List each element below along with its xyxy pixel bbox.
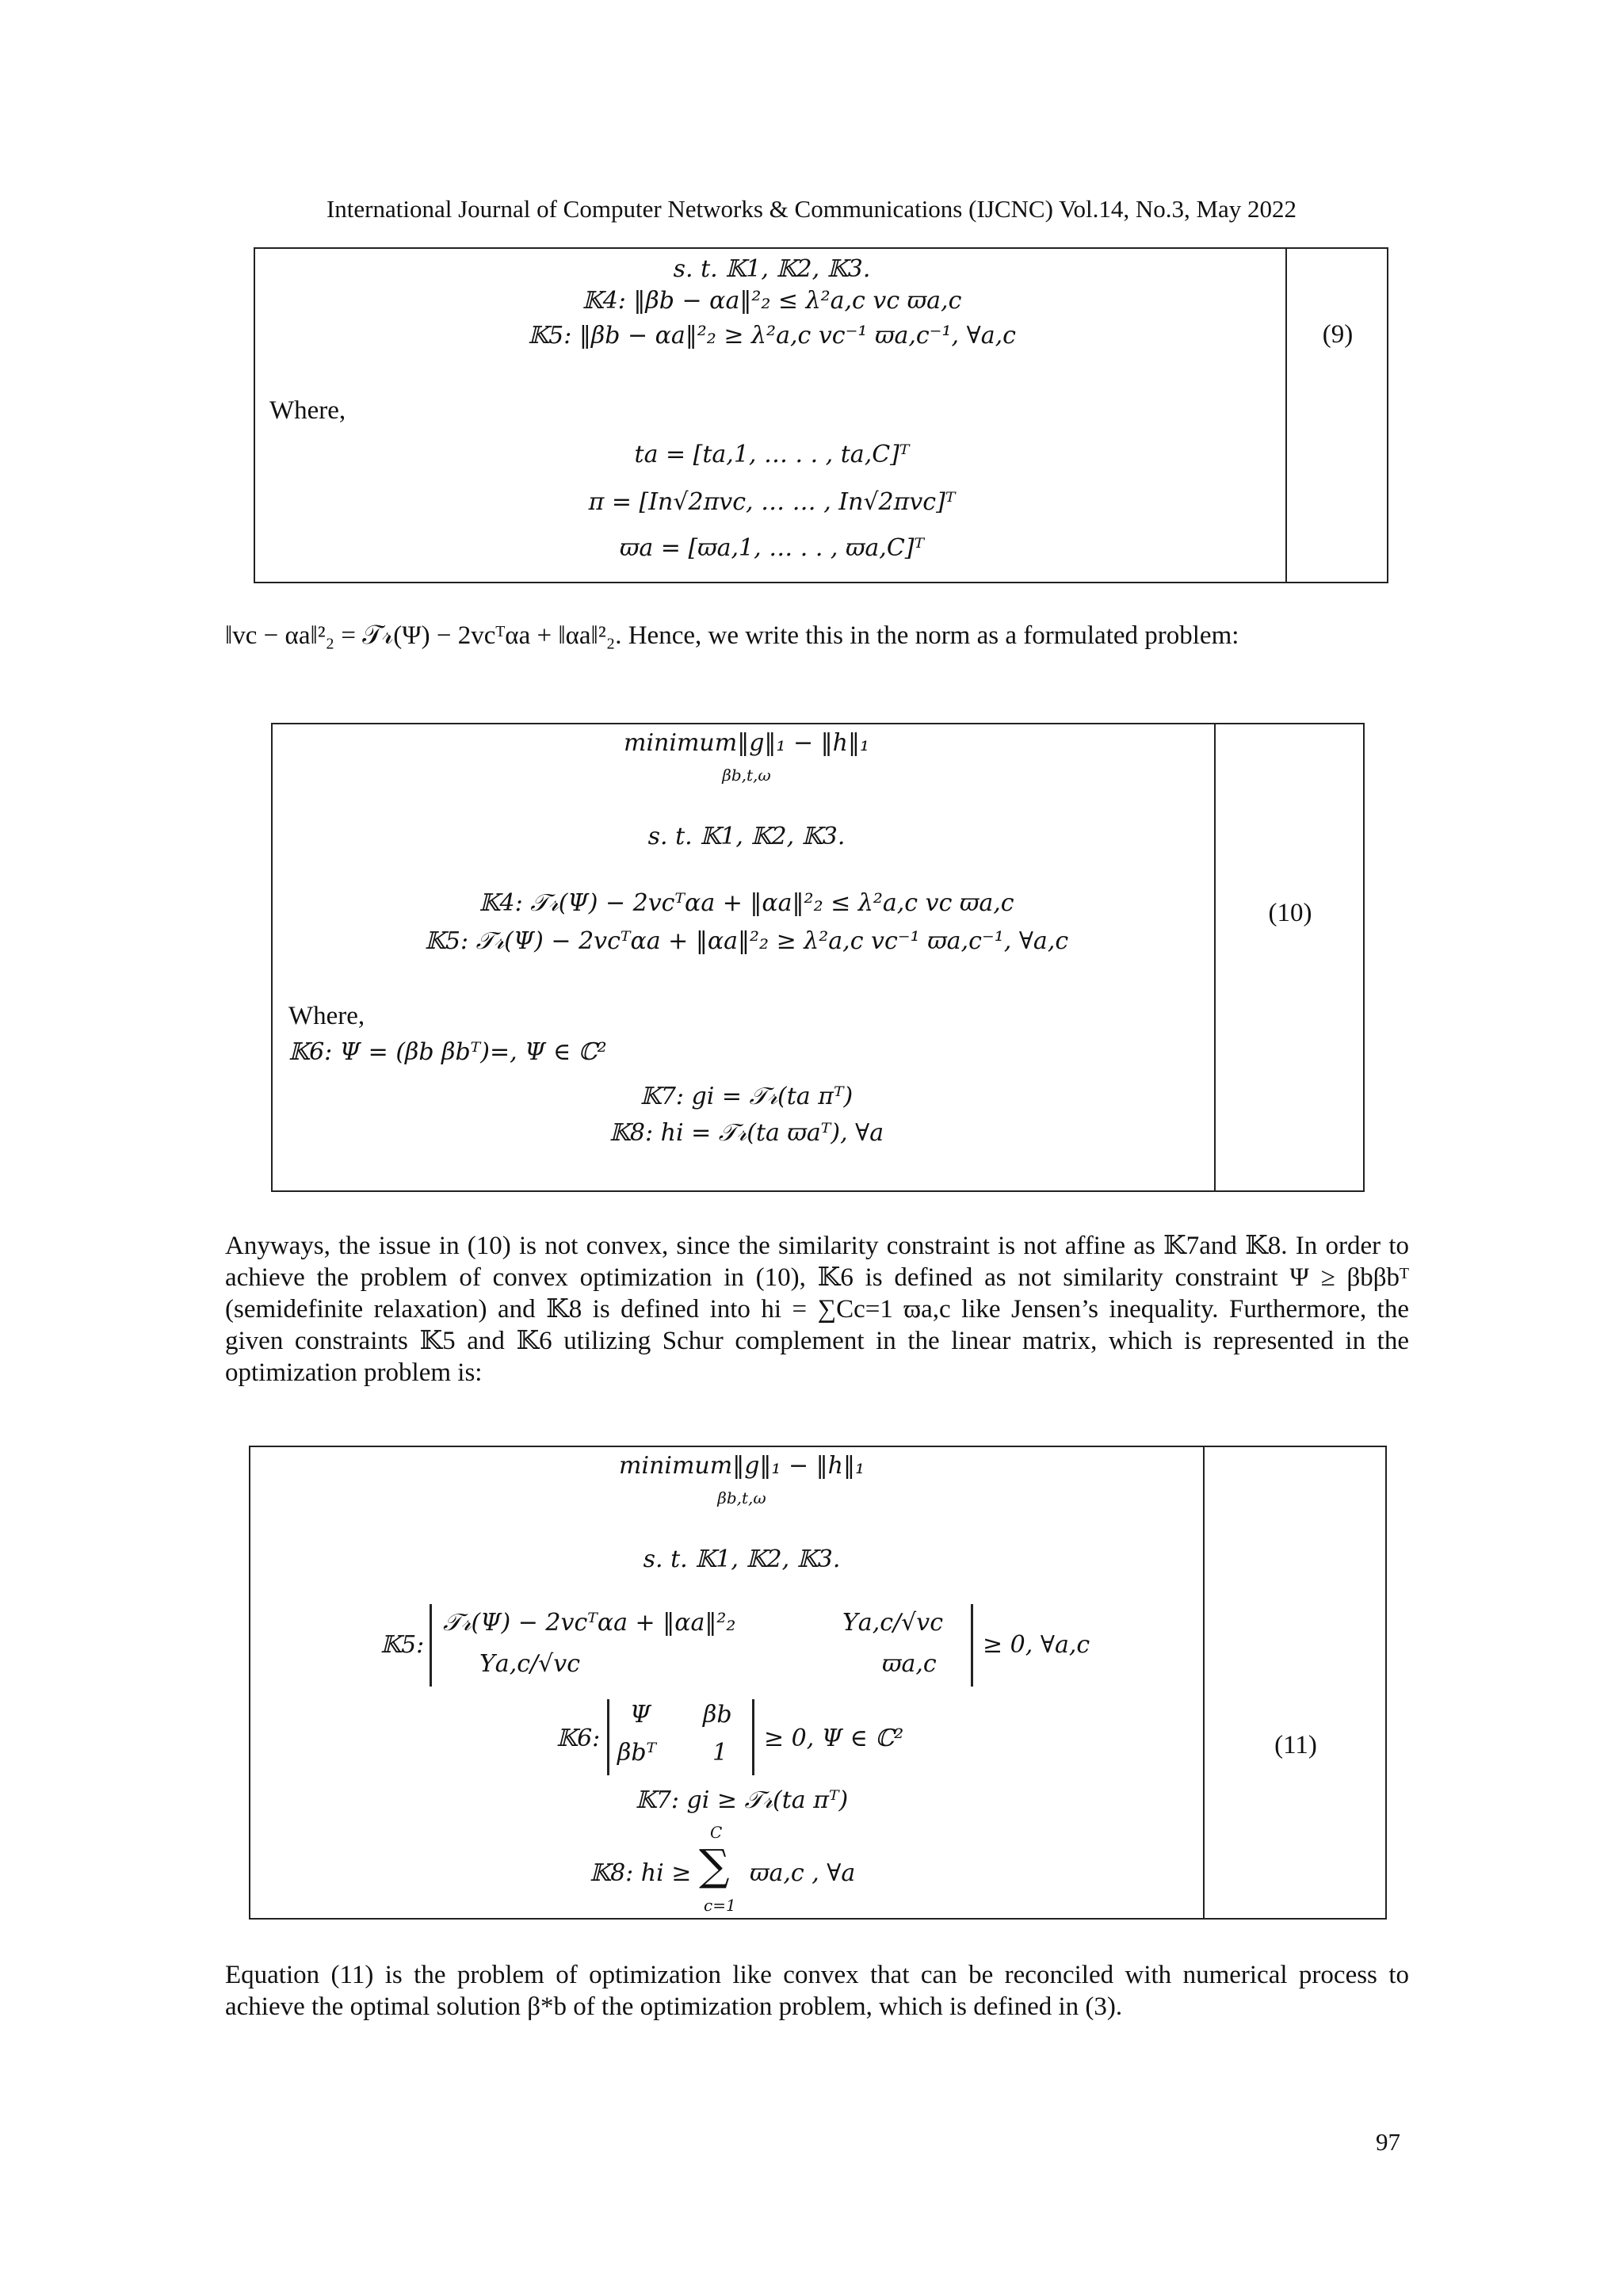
eq9-pi: π = [In√2πvc, … … , In√2πvc]ᵀ [588, 488, 956, 516]
paragraph-norm: ‖vc − αa‖²₂ = 𝒯𝓇(Ψ) − 2vcᵀαa + ‖αa‖²₂. Hence, we write this in the norm as a formulated problem: [225, 621, 1239, 650]
eq11-k8-sum-symbol: ∑ [699, 1840, 730, 1890]
paragraph-convexity: Anyways, the issue in (10) is not convex, since the similarity constraint is not affine as 𝕂7and 𝕂8. In order to achieve the problem of convex optimization in (10), 𝕂6 is defined as not similarity constraint Ψ ≥ βbβbᵀ (semidefinite relaxation) and 𝕂8 is defined into hi = ∑Cc=1 ϖa,c like Jensen’s inequality. Furthermore, the given constraints 𝕂5 and 𝕂6 utilizing Schur complement in the linear matrix, which is represented in the optimization problem is: [225, 1232, 1409, 1387]
eq9-k5: 𝕂5: ‖βb − αa‖²₂ ≥ λ²a,c vc⁻¹ ϖa,c⁻¹, ∀a,c [528, 322, 1016, 350]
eq9-k4: 𝕂4: ‖βb − αa‖²₂ ≤ λ²a,c vc ϖa,c [582, 287, 962, 315]
eq11-k7: 𝕂7: gi ≥ 𝒯𝓇(ta πᵀ) [635, 1786, 849, 1814]
eq11-k6-label: 𝕂6: [556, 1725, 601, 1752]
eq11-k5-r1c2: Υa,c/√vc [842, 1609, 944, 1637]
eq11-number: (11) [1274, 1731, 1317, 1759]
eq11-k6-matrix [607, 1699, 754, 1775]
eq11-k5-r2c1: Υa,c/√vc [479, 1650, 581, 1678]
eq11-k5-rhs: ≥ 0, ∀a,c [983, 1631, 1090, 1659]
eq11-k5-label: 𝕂5: [380, 1631, 425, 1659]
eq10-where: Where, [288, 1002, 365, 1030]
eq9-ta: ta = [ta,1, … . . , ta,C]ᵀ [634, 441, 910, 468]
eq11-minimum-subscript: βb,t,ω [717, 1488, 766, 1507]
eq11-k5-r2c2: ϖa,c [882, 1650, 937, 1678]
paragraph-conclusion: Equation (11) is the problem of optimization like convex that can be reconciled with numerical process to achieve the optimal solution β*b of the optimization problem, which is defined in (3). [225, 1961, 1409, 2021]
eq10-k4: 𝕂4: 𝒯𝓇(Ψ) − 2vcᵀαa + ‖αa‖²₂ ≤ λ²a,c vc ϖa,c [479, 889, 1014, 917]
eq11-k8-lhs: 𝕂8: hi ≥ [590, 1859, 692, 1887]
equation-9-box [254, 247, 1388, 583]
eq11-k6-r2c1: βbᵀ [617, 1739, 657, 1767]
equation-10-box [271, 723, 1365, 1192]
eq10-minimum: minimum‖g‖₁ − ‖h‖₁ [624, 729, 869, 757]
eq10-k5: 𝕂5: 𝒯𝓇(Ψ) − 2vcᵀαa + ‖αa‖²₂ ≥ λ²a,c vc⁻¹ ϖa,c⁻¹, ∀a,c [424, 927, 1069, 955]
eq9-wa: ϖa = [ϖa,1, … . . , ϖa,C]ᵀ [619, 534, 925, 562]
eq11-minimum: minimum‖g‖₁ − ‖h‖₁ [619, 1452, 865, 1480]
eq9-subject-to: s. t. 𝕂1, 𝕂2, 𝕂3. [673, 255, 871, 283]
eq11-k8-sum-top: C [710, 1823, 723, 1842]
eq11-k6-r2c2: 1 [712, 1739, 728, 1767]
eq9-number: (9) [1322, 320, 1354, 349]
eq10-number: (10) [1268, 899, 1312, 927]
eq10-k7: 𝕂7: gi = 𝒯𝓇(ta πᵀ) [640, 1083, 854, 1110]
eq10-k6: 𝕂6: Ψ = (βb βbᵀ)=, Ψ ∈ ℂ² [288, 1038, 607, 1066]
eq10-k8: 𝕂8: hi = 𝒯𝓇(ta ϖaᵀ), ∀a [609, 1119, 884, 1147]
eq11-k6-r1c1: Ψ [630, 1701, 651, 1729]
eq9-where: Where, [269, 396, 346, 425]
eq11-k6-r1c2: βb [703, 1701, 732, 1729]
page-number: 97 [1376, 2128, 1400, 2156]
eq11-k8-sum-bottom: c=1 [704, 1896, 736, 1915]
eq11-k8-rhs: ϖa,c , ∀a [750, 1859, 856, 1887]
eq10-subject-to: s. t. 𝕂1, 𝕂2, 𝕂3. [647, 823, 846, 850]
eq11-subject-to: s. t. 𝕂1, 𝕂2, 𝕂3. [643, 1545, 841, 1573]
eq11-k5-r1c1: 𝒯𝓇(Ψ) − 2vcᵀαa + ‖αa‖²₂ [443, 1609, 736, 1637]
eq11-k6-rhs: ≥ 0, Ψ ∈ ℂ² [764, 1725, 904, 1752]
eq11-k5-matrix [430, 1604, 973, 1687]
equation-11-box [249, 1446, 1387, 1920]
eq10-minimum-subscript: βb,t,ω [722, 766, 771, 785]
running-header: International Journal of Computer Networks & Communications (IJCNC) Vol.14, No.3, May 2022 [326, 195, 1297, 223]
